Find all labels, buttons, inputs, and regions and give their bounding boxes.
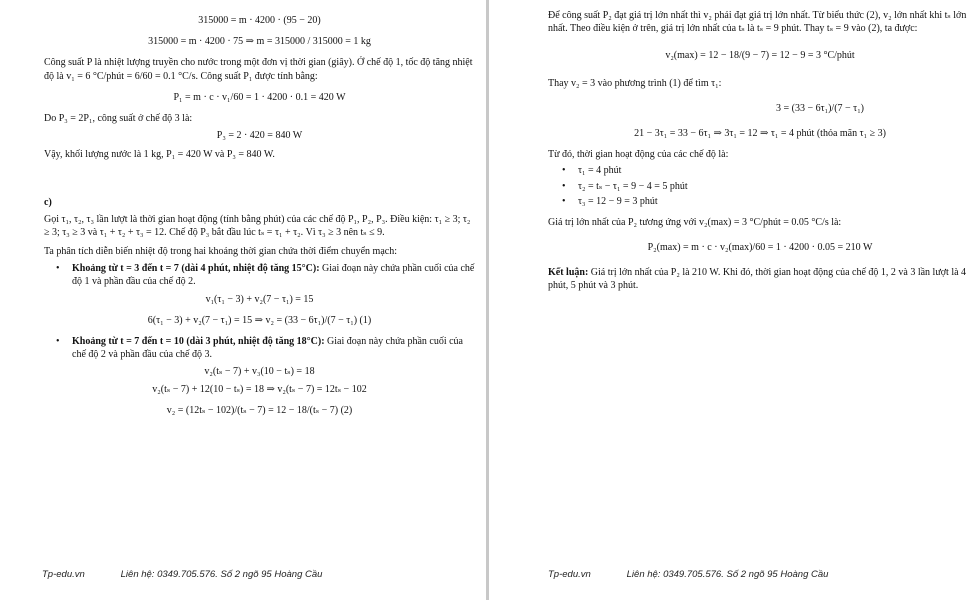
paragraph-variables: Gọi τ₁, τ₂, τ₃ lần lượt là thời gian hoạt động (tính bằng phút) của các chế độ P₁, P₂, P₃. Điều kiện: τ₁ ≥ 3; τ₂ ≥ 3; τ₃ ≥ 3 và τ₁ + τ₂ + τ₃ = 12. Chế độ P₃ bắt đầu lúc tₛ = τ₁ + τ₂. Vì τ₃ ≥ 3 nên tₛ ≤ 9. [44,213,471,238]
left-footer [42,569,322,582]
right-footer [548,569,828,582]
left-page-content [44,12,475,425]
right-page [489,0,976,600]
paragraph-power-definition: Công suất P là nhiệt lượng truyền cho nước trong một đơn vị thời gian (giây). Ở chế độ 1, tốc độ tăng nhiệt độ là v₁ = 6 °C/phút = 6/60 = 0.1 °C/s. Công suất P₁ được tính bằng: [44,57,473,82]
footer-contact: Liên hệ: 0349.705.576. Số 2 ngõ 95 Hoàng Cầu [626,569,829,581]
conclusion-text: Giá trị lớn nhất của P₂ là 210 W. Khi đó, thời gian hoạt động của chế độ 1, 2 và 3 lần lượt là 4 phút, 5 phút và 3 phút. [548,267,967,292]
durations-list [562,164,972,208]
left-page [0,0,487,600]
equation-v2max: v₂(max) = 12 − 18/(9 − 7) = 12 − 9 = 3 °C/phút [665,50,855,62]
bullet-1-heading: Khoảng từ t = 3 đến t = 7 (dài 4 phút, nhiệt độ tăng 15°C): [72,263,320,275]
paragraph-summary: Vậy, khối lượng nước là 1 kg, P₁ = 420 W và P₃ = 840 W. [44,149,275,161]
equation-interval-1a: v₁(τ₁ − 3) + v₂(7 − τ₁) = 15 [205,293,314,305]
paragraph-durations-intro: Từ đó, thời gian hoạt động của các chế độ là: [548,149,729,161]
equation-tau1-solve: 21 − 3τ₁ = 33 − 6τ₁ ⇒ 3τ₁ = 12 ⇒ τ₁ = 4 phút (thỏa mãn τ₁ ≥ 3) [634,127,886,139]
paragraph-conclusion [548,266,972,292]
equation-p1: P₁ = m · c · v₁/60 = 1 · 4200 · 0.1 = 420 W [173,91,346,103]
list-item: • τ₁ = 4 phút [562,165,622,177]
bullet-2-heading: Khoảng từ t = 7 đến t = 10 (dài 3 phút, nhiệt độ tăng 18°C): [72,336,325,347]
paragraph-analysis-intro: Ta phân tích diễn biến nhiệt độ trong hai khoảng thời gian chứa thời điểm chuyển mạch: [44,246,397,258]
footer-site: Tp-edu.vn [548,569,591,581]
paragraph-p3-intro: Do P₃ = 2P₁, công suất ở chế độ 3 là: [44,112,193,124]
equation-p2max: P₂(max) = m · c · v₂(max)/60 = 1 · 4200 · 0.05 = 210 W [647,242,873,254]
bullet-2-text: Giai đoạn này chứa phần cuối của chế độ 2 và phần đầu của chế độ 3. [72,336,463,361]
equation-1: 315000 = m · 4200 · (95 − 20) [198,15,321,26]
list-item: • τ₃ = 12 − 9 = 3 phút [562,195,658,207]
equation-interval-1b: 6(τ₁ − 3) + v₂(7 − τ₁) = 15 ⇒ v₂ = (33 − 6τ₁)/(7 − τ₁) (1) [147,314,372,326]
right-page-content [548,6,972,296]
bullet-interval-2 [56,335,475,361]
conclusion-label: Kết luận: [548,267,589,279]
paragraph-p2max-intro: Giá trị lớn nhất của P₂ tương ứng với v₂(max) = 3 °C/phút = 0.05 °C/s là: [548,216,842,228]
footer-site: Tp-edu.vn [42,569,85,581]
equation-tau1: 3 = (33 − 6τ₁)/(7 − τ₁) [775,102,865,114]
equation-interval-2c: v₂ = (12tₛ − 102)/(tₛ − 7) = 12 − 18/(tₛ − 7) (2) [166,404,353,416]
footer-contact: Liên hệ: 0349.705.576. Số 2 ngõ 95 Hoàng Cầu [120,569,323,581]
equation-2: 315000 = m · 4200 · 75 ⇒ m = 315000 / 315000 = 1 kg [148,36,371,48]
list-item: • τ₂ = tₛ − τ₁ = 9 − 4 = 5 phút [562,180,688,192]
section-c-heading: c) [44,196,52,208]
bullet-1-text: Giai đoạn này chứa phần cuối của chế độ 1 và phần đầu của chế độ 2. [72,263,475,288]
bullet-interval-1 [56,262,475,288]
equation-interval-2b: v₂(tₛ − 7) + 12(10 − tₛ) = 18 ⇒ v₂(tₛ − 7) = 12tₛ − 102 [152,383,367,395]
equation-p3: P₃ = 2 · 420 = 840 W [216,130,303,142]
bullet-dot: • [56,336,60,347]
bullet-dot: • [56,263,60,275]
paragraph-substitute: Thay v₂ = 3 vào phương trình (1) để tìm τ₁: [548,77,722,89]
paragraph-max-power: Để công suất P₂ đạt giá trị lớn nhất thì v₂ phải đạt giá trị lớn nhất. Từ biểu thức (2), v₂ lớn nhất khi tₛ lớn nhất. Theo điều kiện ở trên, giá trị lớn nhất của tₛ là tₛ = 9 phút. Thay tₛ = 9 vào (2), ta được: [548,10,967,35]
equation-interval-2a: v₂(tₛ − 7) + v₃(10 − tₛ) = 18 [204,366,315,378]
